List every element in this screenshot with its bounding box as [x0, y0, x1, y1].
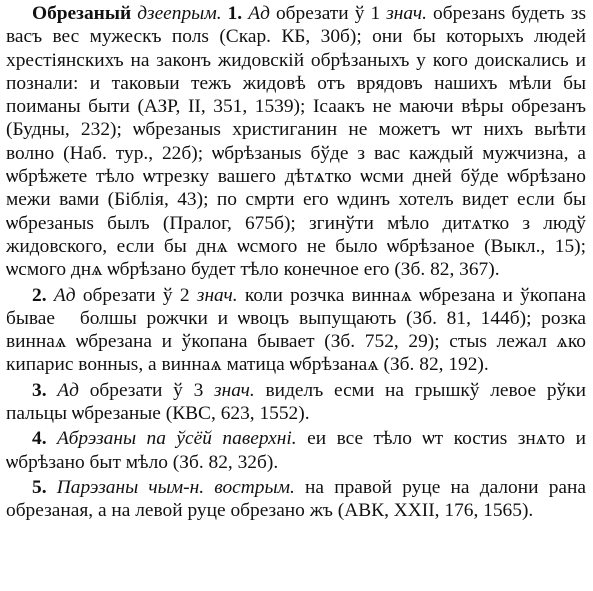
sense-number: 5. [32, 476, 47, 498]
sense-reference: обрезати ў 1 [275, 3, 381, 24]
sense-number: 4. [32, 428, 47, 450]
sense-number: 2. [32, 284, 47, 306]
sense-reference: обрезати ў 3 [89, 379, 204, 401]
sense-citations: виделъ есми на грышкў левое рўки пальцы ѡбрезаные (КВС, 623, 1552). [6, 379, 587, 425]
sense-citations: на правой руце на далони рана обрезаная, а на левой руце обрезано жъ (АВК, XXII, 176, 1565). [6, 476, 586, 522]
part-of-speech: дзеепрым. [137, 3, 222, 24]
sense-label: Ад [248, 3, 270, 24]
sense-citations: еи все тѣло ѡт костиѕ знѧто и ѡбрѣзано быт мѣло (Зб. 82, 32б). [6, 428, 586, 473]
entry-sense-2 [6, 284, 586, 377]
sense-citations: обрезанѕ будеть зѕ васъ вес мужескъ полѕ (Скар. КБ, 30б); они бы которыхъ людей хрестіянскихъ на законъ жидовскій обрѣзаныхъ у кого доискались и познали: и таковыи тежъ жидовѣ отъ врядовъ нашихъ мѣли бы поиманы быти (АЗР, II, 351, 1539); Ісаакъ не маючи вѣры обрезанъ (Будны, 232); ѡбрезаныѕ христиганин не можетъ ѡт нихъ выѣти волно (Наб. тур., 22б); ѡбрѣзаныѕ бўде з вас каждый мужчизна, а ѡбрѣжете тѣло ѡтрезку вашего дѣтѧтко ѡсми дней бўде ѡбрѣзано межи вами (Біблія, 43); по смрти его ѡдинъ хотелъ видет если бы ѡбрезаныѕ былъ (Пралог, 675б); згинўти мѣло дитѧтко з людў жидовского, если бы днѧ ѡсмого не было ѡбрѣзаное (Выкл., 15); ѡсмого днѧ ѡбрѣзано будет тѣло конечное его (Зб. 82, 367). [6, 3, 586, 281]
sense-citations: коли розчка виннаѧ ѡбрезана и ўкопана бываеⷮ болшы рожчки и ѡвоцъ выпущають (Зб. 81, 144б); розка виннаѧ ѡбрезана и ўкопана бывает (Зб. 752, 29); стыѕ лежал ѧко кипарис вонныѕ, а виннаѧ матица ѡбрѣзанаѧ (Зб. 82, 192). [6, 284, 586, 376]
sense-reference-label: знач. [386, 3, 427, 24]
sense-reference: обрезати ў 2 [82, 284, 190, 306]
sense-label: Парэзаны чым-н. вострым. [56, 476, 295, 498]
sense-number: 3. [32, 379, 47, 401]
entry-sense-1 [6, 2, 586, 282]
sense-label: Ад [53, 284, 76, 306]
sense-reference-label: знач. [196, 284, 238, 306]
entry-sense-3 [6, 379, 586, 426]
sense-number: 1. [227, 3, 243, 24]
headword: Обрезаный [32, 3, 132, 24]
sense-label: Ад [57, 379, 79, 401]
sense-label: Абрэзаны па ўсёй паверхні. [57, 428, 297, 450]
entry-sense-4 [6, 427, 586, 474]
sense-reference-label: знач. [214, 379, 255, 401]
entry-sense-5 [6, 476, 586, 523]
